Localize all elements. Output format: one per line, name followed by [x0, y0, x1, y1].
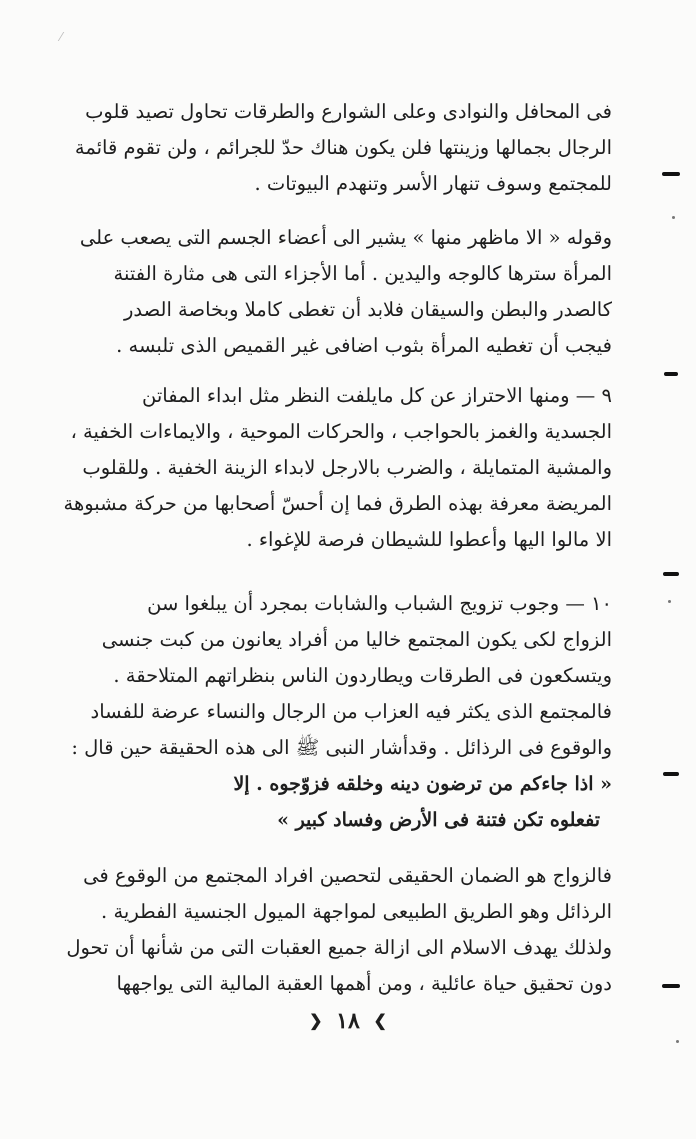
text-line: فى المحافل والنوادى وعلى الشوارع والطرقات تحاول تصيد قلوب [85, 100, 612, 123]
text-line: ٩ — ومنها الاحتراز عن كل مايلفت النظر مثل ابداء المفاتن [141, 384, 612, 407]
ornament-left-icon: ❮ [309, 1011, 323, 1030]
text-line: والوقوع فى الرذائل . وقدأشار النبى ﷺ الى هذه الحقيقة حين قال : [71, 736, 612, 759]
text-line: فالزواج هو الضمان الحقيقى لتحصين افراد المجتمع من الوقوع فى [83, 864, 612, 887]
text-line: ولذلك يهدف الاسلام الى ازالة جميع العقبات التى من شأنها أن تحول [66, 936, 612, 959]
text-line: المرأة سترها كالوجه واليدين . أما الأجزاء التى هى مثارة الفتنة [113, 262, 612, 285]
page-number [0, 1008, 696, 1034]
paragraph-2 [54, 220, 612, 364]
paragraph-1 [54, 94, 612, 202]
hadith-quote-line: « اذا جاءكم من ترضون دينه وخلقه فزوّجوه . إلا [233, 773, 612, 795]
page-number-value: ١٨ [336, 1008, 360, 1034]
ornament-right-icon: ❯ [373, 1011, 387, 1030]
text-line: ١٠ — وجوب تزويج الشباب والشابات بمجرد أن يبلغوا سن [147, 592, 612, 615]
scan-edge-mark [662, 172, 680, 176]
paragraph-3 [54, 378, 612, 558]
text-line: كالصدر والبطن والسيقان فلابد أن تغطى كاملا وبخاصة الصدر [123, 298, 612, 321]
text-line: دون تحقيق حياة عائلية ، ومن أهمها العقبة المالية التى يواجهها [116, 972, 612, 995]
scan-speck [672, 216, 675, 219]
text-line: الا مالوا اليها وأعطوا للشيطان فرصة للإغواء . [246, 528, 612, 551]
scan-edge-mark [663, 772, 679, 776]
hadith-quote-line: تفعلوه تكن فتنة فى الأرض وفساد كبير » [277, 809, 600, 831]
paragraph-4 [54, 586, 612, 838]
scan-edge-mark [662, 984, 680, 988]
text-line: فالمجتمع الذى يكثر فيه العزاب من الرجال والنساء عرضة للفساد [90, 700, 612, 723]
text-line: الجسدية والغمز بالحواجب ، والحركات الموحية ، والايماءات الخفية ، [70, 420, 612, 443]
scan-edge-mark [663, 572, 679, 576]
text-line: فيجب أن تغطيه المرأة بثوب اضافى غير القميص الذى تلبسه . [116, 334, 612, 357]
text-line: الرجال بجمالها وزينتها فلن يكون هناك حدّ للجرائم ، ولن تقوم قائمة [74, 136, 612, 159]
text-line: وقوله « الا ماظهر منها » يشير الى أعضاء الجسم التى يصعب على [79, 226, 612, 249]
text-line: الزواج لكى يكون المجتمع خاليا من أفراد يعانون من كبت جنسى [101, 628, 612, 651]
text-line: والمشية المتمايلة ، والضرب بالارجل لابداء الزينة الخفية . وللقلوب [82, 456, 612, 479]
page-smudge: ⁄ [60, 30, 63, 44]
scan-edge-mark [664, 372, 678, 376]
text-line: الرذائل وهو الطريق الطبيعى لمواجهة الميول الجنسية الفطرية . [101, 900, 612, 923]
text-line: المريضة معرفة بهذه الطرق فما إن أحسّ أصحابها من حركة مشبوهة [63, 492, 612, 515]
paragraph-5 [54, 858, 612, 1002]
scan-speck [668, 600, 671, 603]
text-line: ويتسكعون فى الطرقات ويطاردون الناس بنظراتهم المتلاحقة . [113, 664, 612, 687]
text-line: للمجتمع وسوف تنهار الأسر وتنهدم البيوتات . [254, 172, 612, 195]
scan-speck [676, 1040, 679, 1043]
